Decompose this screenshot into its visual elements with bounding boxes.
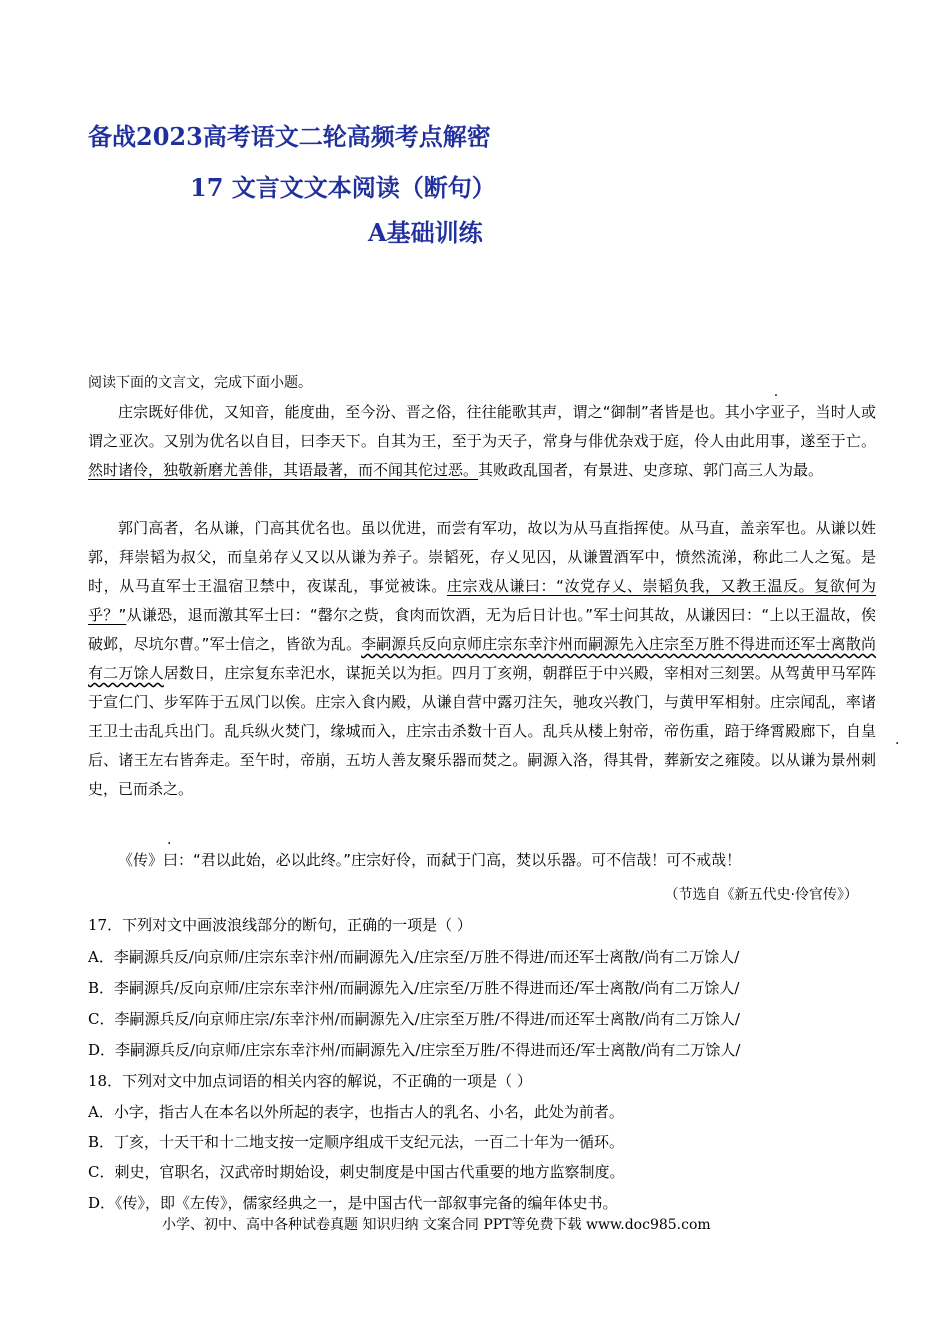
passage-paragraph-2: 郭门高者，名从谦，门高其优名也。虽以优进，而尝有军功，故以为从马直指挥使。从马直，盖亲军也。从谦以姓郭，拜崇韬为叔父，而皇弟存乂又以从谦为养子。崇韬死，存乂见囚，从谦置酒军中，愤然流涕，称此二人之冤。是时，从马直军士王温宿卫禁中，夜谋乱，事觉被诛。庄宗戏从谦曰：“汝党存乂、崇韬负我，又教王温反。复欲何为乎？”从谦恐，退而激其军士曰：“罄尔之赀，食肉而饮酒，无为后日计也。”军士问其故，从谦因曰：“上以王温故，俟破邺，尽坑尔曹。”军士信之，皆欲为乱。李嗣源兵反向京师庄宗东幸汴州而嗣源先入庄宗至万胜不得进而还军士离散尚有二万馀人居数日，庄宗复东幸汜水，谋扼关以为拒。四月丁亥朔，朝群臣于中兴殿，宰相对三刻罢。从驾黄甲马军阵于宣仁门、步军阵于五凤门以俟。庄宗入食内殿，从谦自营中露刃注矢，驰攻兴教门，与黄甲军相射。庄宗闻乱，率诸王卫士击乱兵出门。乱兵纵火焚门，缘城而入，庄宗击杀数十百人。乱兵从楼上射帝，帝伤重，踣于绛霄殿廊下，自皇后、诸王左右皆奔走。至午时，帝崩，五坊人善友聚乐器而焚之。嗣源入洛，得其骨，葬新安之雍陵。以从谦为景州刺史，已而杀之。 <box>88 519 876 798</box>
dotted-word-zhuan: · 传 <box>133 851 148 869</box>
question-18-stem: 18．下列对文中加点词语的相关内容的解说，不正确的一项是（ ） <box>88 1072 532 1090</box>
wavy-underlined-passage: 李嗣源兵反向京师庄宗东幸汴州而嗣源先入庄宗至万胜不得进而还军士离散尚有二万馀人 <box>88 635 876 682</box>
question-17-option-d: D．李嗣源兵反/向京师/庄宗东幸汴州/而嗣源先入/庄宗至万胜/不得进而还/军士离散/尚有二万馀人/ <box>88 1041 741 1059</box>
dotted-word-xiaozi: 小字 <box>739 403 771 421</box>
document-subtitle: 17 文言文文本阅读（断句） <box>190 173 496 202</box>
page-footer: 小学、初中、高中各种试卷真题 知识归纳 文案合同 PPT等免费下载 www.doc985.com <box>162 1217 711 1233</box>
question-18-option-d: D．《传》，即《左传》，儒家经典之一，是中国古代一部叙事完备的编年体史书。 <box>88 1194 618 1212</box>
underlined-sentence-1: 然时诸伶，独敬新磨尤善俳，其语最著，而不闻其佗过恶。 <box>88 461 479 479</box>
passage-paragraph-3: 《· 传》曰：“君以此始，必以此终。”庄宗好伶，而弑于门高，焚以乐器。可不信哉！可不戒哉！ <box>88 846 876 875</box>
dotted-word-cishi: 刺史 <box>88 751 876 798</box>
document-title: 备战2023高考语文二轮高频考点解密 <box>88 122 491 151</box>
passage-source: （节选自《新五代史·伶官传》） <box>664 887 858 903</box>
question-17-option-c: C．李嗣源兵反/向京师庄宗/东幸汴州/而嗣源先入/庄宗至万胜/不得进/而还军士离散/尚有二万馀人/ <box>88 1010 740 1028</box>
question-17-option-b: B．李嗣源兵/反向京师/庄宗东幸汴州/而嗣源先入/庄宗至/万胜不得进而还/军士离散/尚有二万馀人/ <box>88 979 740 997</box>
dotted-word-dinghai: 丁亥 <box>482 664 513 682</box>
reading-instruction: 阅读下面的文言文，完成下面小题。 <box>88 375 312 391</box>
passage-paragraph-1: 庄宗既好俳优，又知音，能度曲，至今汾、晋之俗，往往能歌其声，谓之“御制”者皆是也。其小字亚子，当时人或谓之亚次。又别为优名以自目，曰李天下。自其为王，至于为天子，常身与俳优杂戏于庭，伶人由此用事，遂至于亡。然时诸伶，独敬新磨尤善俳，其语最著，而不闻其佗过恶。其败政乱国者，有景进、史彦琼、郭门高三人为最。 <box>88 403 876 479</box>
question-18-option-b: B．丁亥，十天干和十二地支按一定顺序组成干支纪元法，一百二十年为一循环。 <box>88 1133 625 1151</box>
underlined-sentence-2: 庄宗戏从谦曰：“汝党存乂、崇韬负我，又教王温反。复欲何为乎？” <box>88 577 876 624</box>
question-17-stem: 17．下列对文中画波浪线部分的断句，正确的一项是（ ） <box>88 916 472 934</box>
question-18-option-c: C．刺史，官职名，汉武帝时期始设，刺史制度是中国古代重要的地方监察制度。 <box>88 1163 625 1181</box>
question-17-option-a: A．李嗣源兵反/向京师/庄宗东幸汴州/而嗣源先入/庄宗至/万胜不得进/而还军士离散/尚有二万馀人/ <box>88 948 740 966</box>
question-18-option-a: A．小字，指古人在本名以外所起的表字，也指古人的乳名、小名，此处为前者。 <box>88 1103 624 1121</box>
section-title: A基础训练 <box>368 218 483 247</box>
